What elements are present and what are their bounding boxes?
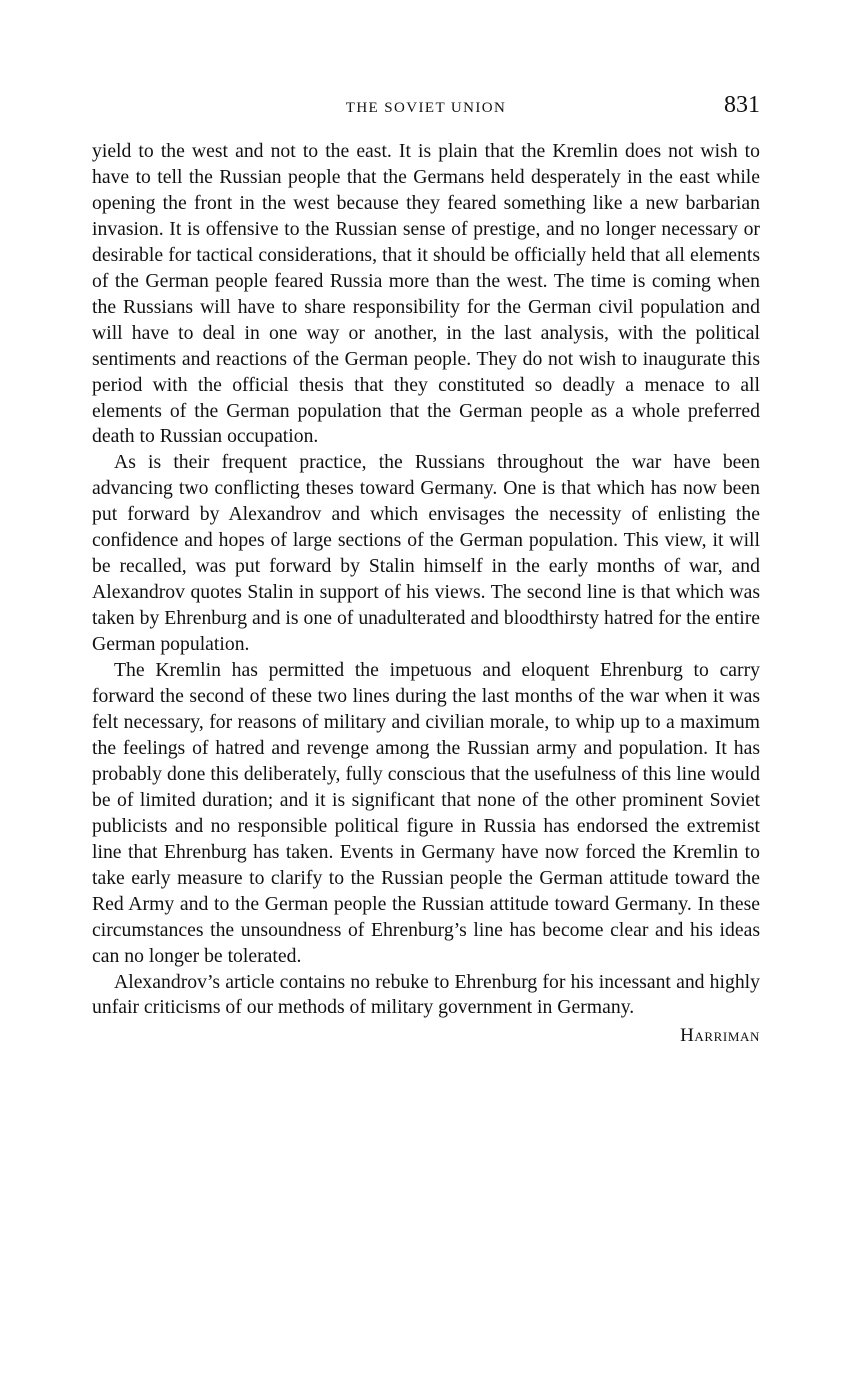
page-number: 831 bbox=[724, 92, 760, 118]
body-text bbox=[92, 139, 760, 1047]
paragraph-two-theses: As is their frequent practice, the Russians throughout the war have been advancing two conflicting theses toward Germany. One is that which has now been put forward by Alexandrov and which envisages the necessity of enlisting the confidence and hopes of large sections of the German population. This view, it will be recalled, was put forward by Stalin himself in the early months of war, and Alexandrov quotes Stalin in support of his views. The second line is that which was taken by Ehrenburg and is one of unadulterated and bloodthirsty hatred for the entire German population. bbox=[92, 451, 760, 656]
running-title: THE SOVIET UNION bbox=[345, 100, 507, 116]
running-head bbox=[92, 92, 760, 124]
paragraph-continued: yield to the west and not to the east. It is plain that the Kremlin does not wish to have to tell the Russian people that the Germans held desperately in the east while opening the front in the west because they feared something like a new barbarian invasion. It is offensive to the Russian sense of prestige, and no longer necessary or desirable for tactical considerations, that it should be officially held that all elements of the German people feared Russia more than the west. The time is coming when the Russians will have to share responsibility for the German civil population and will have to deal in one way or another, in the last analysis, with the political sentiments and reactions of the German people. They do not wish to inaugurate this period with the official thesis that they constituted so deadly a menace to all elements of the German population that the German people as a whole preferred death to Russian occupation. bbox=[92, 140, 760, 448]
paragraph-alexandrov-article: Alexandrov’s article contains no rebuke to Ehrenburg for his incessant and highly unfair criticisms of our methods of military government in Germany. bbox=[92, 970, 760, 1019]
signature: Harriman bbox=[680, 1025, 760, 1047]
document-page bbox=[92, 0, 760, 1379]
paragraph-kremlin-ehrenburg: The Kremlin has permitted the impetuous and eloquent Ehrenburg to carry forward the second of these two lines during the last months of the war when it was felt necessary, for reasons of military and civilian morale, to whip up to a maximum the feelings of hatred and revenge among the Russian army and population. It has probably done this deliberately, fully conscious that the usefulness of this line would be of limited duration; and it is significant that none of the other prominent Soviet publicists and no responsible political figure in Russia has endorsed the extremist line that Ehrenburg has taken. Events in Germany have now forced the Kremlin to take early measure to clarify to the Russian people the German attitude toward the Red Army and to the German people the Russian attitude toward Germany. In these circumstances the unsoundness of Ehrenburg’s line has become clear and his ideas can no longer be tolerated. bbox=[92, 659, 760, 967]
